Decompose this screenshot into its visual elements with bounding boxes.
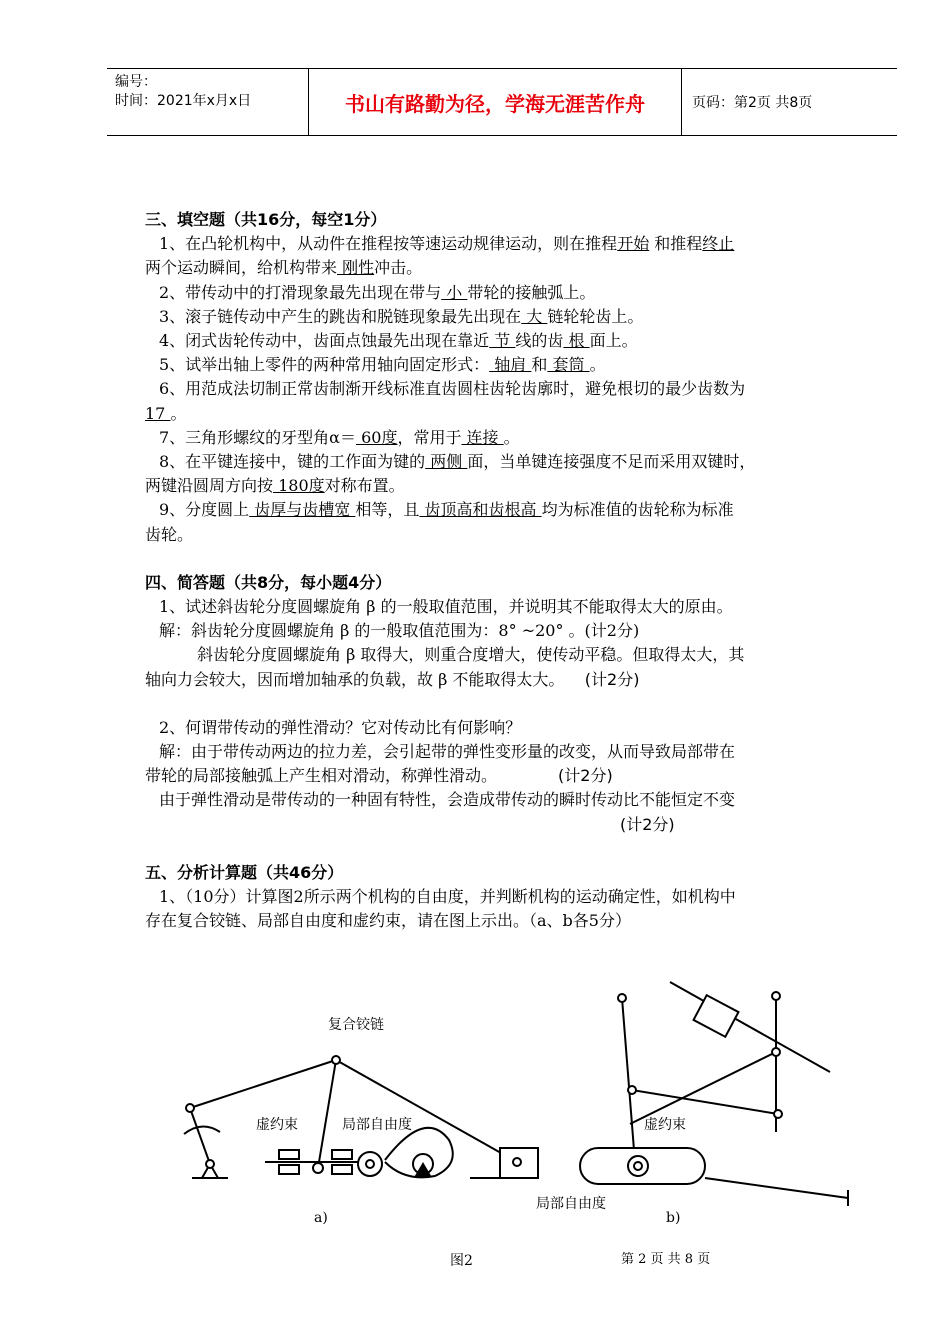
document-body [145, 208, 865, 933]
rotation-arrow-icon [184, 1126, 220, 1134]
page-footer: 第 2 页 共 8 页 [621, 1252, 711, 1267]
header-motto: 书山有路勤为径，学海无涯苦作舟 [309, 69, 682, 135]
q3-8-cont: 两键沿圆周方向按 180度对称布置。 [145, 476, 405, 496]
guide-top-left [279, 1150, 299, 1159]
q3-5: 5、试举出轴上零件的两种常用轴向固定形式： 轴肩 和 套筒 。 [159, 355, 606, 375]
header-meta [107, 69, 309, 135]
coupler-link [190, 1060, 336, 1108]
link-b3 [630, 1052, 776, 1124]
q3-7: 7、三角形螺纹的牙型角α＝ 60度，常用于 连接 。 [159, 427, 520, 447]
a4-1b: 斜齿轮分度圆螺旋角 β 取得大，则重合度增大，使传动平稳。但取得太大，其 [197, 645, 745, 665]
q3-6: 6、用范成法切制正常齿制渐开线标准直齿圆柱齿轮齿廓时，避免根切的最少齿数为 [159, 379, 746, 399]
guide-top-right [332, 1150, 352, 1159]
q4-2: 2、何谓带传动的弹性滑动？它对传动比有何影响？ [159, 717, 522, 737]
mechanism-diagram [170, 972, 870, 1232]
a4-2a: 解：由于带传动两边的拉力差，会引起带的弹性变形量的改变，从而导致局部带在 [159, 742, 736, 762]
label-redundant-a: 虚约束 [256, 1117, 298, 1133]
q5-1-cont: 存在复合铰链、局部自由度和虚约束，请在图上示出。（a、b各5分） [145, 911, 631, 931]
q4-1: 1、试述斜齿轮分度圆螺旋角 β 的一般取值范围，并说明其不能取得太大的原由。 [159, 597, 733, 617]
time-label: 时间：2021年x月x日 [115, 93, 252, 109]
number-label: 编号： [115, 74, 157, 90]
figure-2 [170, 972, 870, 1232]
q3-1-cont: 两个运动瞬间，给机构带来 刚性冲击。 [145, 258, 423, 278]
link-b2 [632, 1090, 778, 1114]
q5-1: 1、（10分）计算图2所示两个机构的自由度，并判断机构的运动确定性，如机构中 [159, 887, 736, 907]
section-4-title: 四、简答题（共8分，每小题4分） [145, 572, 392, 592]
label-b: b) [666, 1210, 681, 1226]
figure-caption: 图2 [450, 1253, 473, 1269]
slider-guide [670, 982, 830, 1072]
a4-1c: 轴向力会较大，因而增加轴承的负载，故 β 不能取得太大。 (计2分) [145, 669, 640, 689]
q3-6-cont: 17 。 [145, 403, 187, 423]
link-b1 [622, 998, 634, 1150]
label-local-dof-b: 局部自由度 [536, 1196, 606, 1212]
q3-9-cont: 齿轮。 [145, 524, 194, 544]
slider-b [694, 995, 739, 1037]
section-3-title: 三、填空题（共16分，每空1分） [145, 210, 387, 229]
q3-9: 9、分度圆上 齿厚与齿槽宽 相等，且 齿顶高和齿根高 均为标准值的齿轮称为标准 [159, 500, 734, 520]
a4-1a: 解：斜齿轮分度圆螺旋角 β 的一般取值范围为：8° ~20° 。(计2分) [159, 621, 640, 641]
label-compound-hinge: 复合铰链 [328, 1017, 384, 1033]
guide-bottom-left [279, 1165, 299, 1174]
a4-2d: (计2分) [620, 814, 675, 834]
label-a: a) [314, 1210, 328, 1226]
label-local-dof-a: 局部自由度 [342, 1117, 412, 1133]
a4-2b: 带轮的局部接触弧上产生相对滑动，称弹性滑动。 (计2分) [145, 766, 613, 786]
q3-1: 1、在凸轮机构中，从动件在推程按等速运动规律运动，则在推程开始 和推程终止 [159, 234, 735, 254]
header-page-number: 页码：第2页 共8页 [692, 95, 813, 111]
a4-2c: 由于弹性滑动是带传动的一种固有特性，会造成带传动的瞬时传动比不能恒定不变 [159, 790, 736, 810]
label-redundant-b: 虚约束 [644, 1117, 686, 1133]
q3-4: 4、闭式齿轮传动中，齿面点蚀最先出现在靠近 节 线的齿 根 面上。 [159, 331, 638, 351]
q3-8: 8、在平键连接中，键的工作面为键的 两侧 面，当单键连接强度不足而采用双键时， [159, 452, 756, 472]
guide-bottom-right [332, 1165, 352, 1174]
q3-2: 2、带传动中的打滑现象最先出现在带与 小 带轮的接触弧上。 [159, 282, 596, 302]
page-header [107, 68, 897, 136]
crank-link [190, 1108, 210, 1164]
section-5-title: 五、分析计算题（共46分） [145, 862, 344, 882]
q3-3: 3、滚子链传动中产生的跳齿和脱链现象最先出现在 大 链轮轮齿上。 [159, 306, 644, 326]
